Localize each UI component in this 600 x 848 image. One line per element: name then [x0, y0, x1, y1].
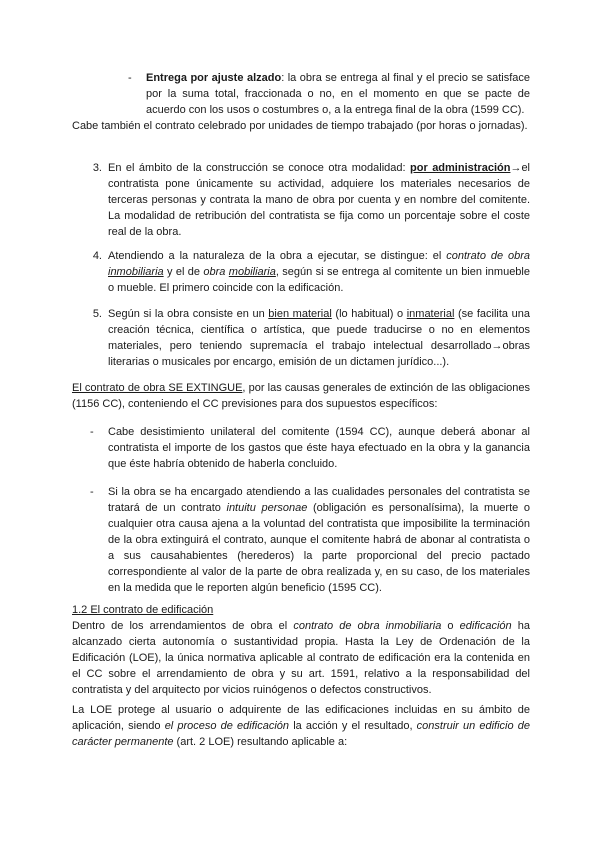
para-unidades-tiempo: Cabe también el contrato celebrado por unidades de tiempo trabajado (por horas o jornadas). — [72, 120, 528, 132]
bullet-dash: - — [90, 486, 94, 498]
heading-extingue: El contrato de obra SE EXTINGUE — [72, 382, 243, 394]
item-5-material: Según si la obra consiste en un bien material (lo habitual) o inmaterial (se facilita una creación técnica, científica o artística, que puede traducirse o no en elementos materiales, pero teniendo supremacía el trabajo intelectual desarrollado→obras literarias o musicales por encargo, emisión de un dictamen jurídico...). — [108, 308, 530, 368]
bullet-ajuste-alzado: Entrega por ajuste alzado: la obra se entrega al final y el precio se satisface por la suma total, fraccionada o no, en el momento en que se pacte de acuerdo con los usos o costumbres o, a la entrega final de la obra (1599 CC). — [146, 72, 530, 116]
section-heading-1-2: 1.2 El contrato de edificación — [72, 604, 214, 616]
bullet-intuitu-personae: Si la obra se ha encargado atendiendo a las cualidades personales del contratista se tratará de un contrato intuitu personae (obligación es personalísima), la muerte o cualquier otra causa ajena a la voluntad del contratista que imposibilite la terminación de la obra extinguirá el contrato, aunque el comitente habrá de abonar al contratista o a sus causahabientes (herederos) la parte proporcional del precio pactado correspondiente al valor de la parte de obra realizada y, en su caso, de los materiales en la medida que le reporten algún beneficio (1595 CC). — [108, 486, 531, 594]
para-dentro-arrendamientos: Dentro de los arrendamientos de obra el contrato de obra inmobiliaria o edificación ha alcanzado cierta autonomía o sustantividad propia. Hasta la Ley de Ordenación de la Edificación (LOE), la única normativa aplicable al contrato de edificación era la contenida en el CC sobre el arrendamiento de obra y su art. 1591, relativo a la responsabilidad del contratista y del arquitecto por vicios ruinógenos o defectos constructivos. — [72, 620, 530, 696]
item-3-number: 3. — [92, 162, 102, 174]
arrow-icon: → — [491, 340, 503, 352]
para-extingue: El contrato de obra SE EXTINGUE, por las causas generales de extinción de las obligaciones (1156 CC), conteniendo el CC previsiones para dos supuestos específicos: — [72, 382, 530, 410]
term-por-administracion: por administración — [410, 162, 511, 174]
bullet-dash: - — [128, 72, 132, 84]
item-3-administracion: En el ámbito de la construcción se conoce otra modalidad: por administración→el contratista pone únicamente su actividad, adquiere los materiales necesarios de terceras personas y contrata la mano de obra por cuenta y en nombre del comitente. La modalidad de retribución del contratista se fija como un porcentaje sobre el coste real de la obra. — [108, 162, 530, 238]
item-5-number: 5. — [92, 308, 102, 320]
bullet-desistimiento: Cabe desistimiento unilateral del comitente (1594 CC), aunque deberá abonar al contratista el importe de los gastos que éste haya efectuado en la obra y la ganancia que éste habría obtenido de haberla concluido. — [108, 426, 530, 470]
bullet-dash: - — [90, 426, 94, 438]
term-ajuste-alzado: Entrega por ajuste alzado — [146, 72, 282, 84]
arrow-icon: → — [510, 162, 522, 174]
item-4-number: 4. — [92, 250, 102, 262]
item-4-naturaleza: Atendiendo a la naturaleza de la obra a ejecutar, se distingue: el contrato de obra inmobiliaria y el de obra mobiliaria, según si se entrega al comitente un bien inmueble o mueble. El primero coincide con la edificación. — [108, 250, 530, 294]
para-loe: La LOE protege al usuario o adquirente de las edificaciones incluidas en su ámbito de aplicación, siendo el proceso de edificación la acción y el resultado, construir un edificio de carácter permanente (art. 2 LOE) resultando aplicable a: — [72, 704, 530, 748]
